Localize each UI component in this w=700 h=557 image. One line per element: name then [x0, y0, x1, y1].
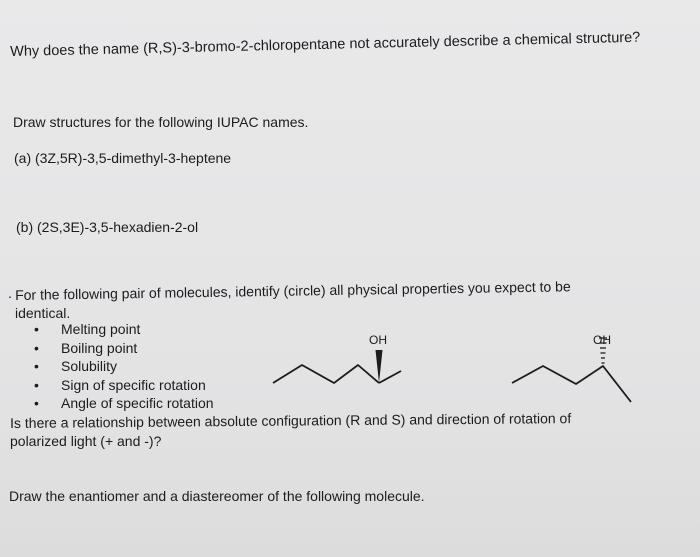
property-label: Solubility	[61, 358, 118, 374]
question-3-prompt-line-2: identical.	[15, 305, 71, 321]
molecule-left-wedge	[273, 333, 401, 383]
wedge-bond	[376, 350, 383, 383]
question-2-part-a: (a) (3Z,5R)-3,5-dimethyl-3-heptene	[14, 150, 232, 166]
bullet-icon: •	[34, 339, 39, 356]
bullet-icon: •	[34, 395, 39, 411]
left-oh-label: OH	[369, 333, 387, 347]
right-skeleton-bonds	[512, 366, 631, 402]
question-3-prompt-line-1: For the following pair of molecules, identify (circle) all physical properties you expect to be	[15, 278, 571, 303]
question-1-text: Why does the name (R,S)-3-bromo-2-chloropentane not accurately describe a chemical structure?	[10, 29, 641, 60]
bullet-icon: •	[34, 321, 39, 337]
molecule-right-hash	[512, 333, 631, 402]
question-2-part-b: (b) (2S,3E)-3,5-hexadien-2-ol	[16, 219, 199, 235]
question-5-text: Draw the enantiomer and a diastereomer of the following molecule.	[9, 488, 425, 504]
question-3-marker: .	[8, 285, 12, 301]
property-label: Sign of specific rotation	[61, 376, 206, 393]
bullet-icon: •	[34, 358, 39, 374]
left-skeleton-bonds	[273, 365, 379, 383]
property-label: Angle of specific rotation	[61, 395, 214, 411]
question-4-line-2: polarized light (+ and -)?	[10, 433, 162, 449]
question-2-prompt: Draw structures for the following IUPAC names.	[13, 114, 309, 130]
right-oh-label: OH	[593, 333, 611, 347]
question-4-line-1: Is there a relationship between absolute configuration (R and S) and direction of rotation of	[10, 410, 572, 431]
bullet-icon: •	[34, 376, 39, 393]
property-label: Melting point	[61, 321, 141, 337]
property-label: Boiling point	[61, 339, 138, 356]
left-terminal-bond	[379, 371, 401, 383]
